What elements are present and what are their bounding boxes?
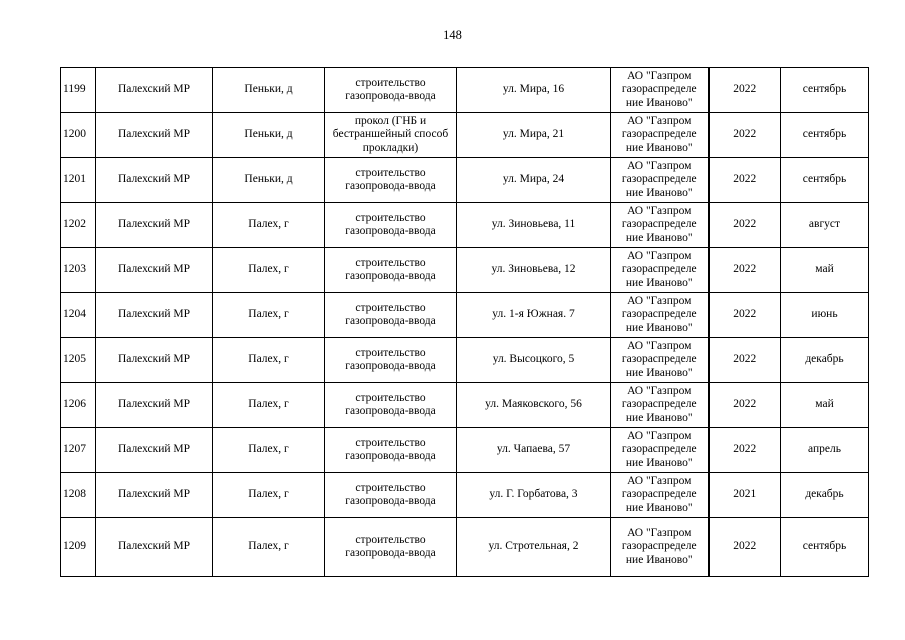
- month-cell: декабрь: [781, 338, 869, 383]
- table-row: [61, 473, 869, 518]
- district-cell: Палехский МР: [96, 203, 213, 248]
- year-cell: 2022: [709, 518, 781, 577]
- work-type-cell: строительство газопровода-ввода: [325, 473, 457, 518]
- locality-cell: Палех, г: [213, 428, 325, 473]
- work-type-cell: прокол (ГНБ и бестраншейный способ прокладки): [325, 113, 457, 158]
- district-cell: Палехский МР: [96, 158, 213, 203]
- organization-cell: АО "Газпром газораспределе ние Иваново": [611, 428, 709, 473]
- year-cell: 2022: [709, 68, 781, 113]
- locality-cell: Пеньки, д: [213, 113, 325, 158]
- row-number-cell: 1209: [61, 518, 96, 577]
- year-cell: 2022: [709, 113, 781, 158]
- month-cell: сентябрь: [781, 113, 869, 158]
- work-type-cell: строительство газопровода-ввода: [325, 518, 457, 577]
- address-cell: ул. Маяковского, 56: [457, 383, 611, 428]
- district-cell: Палехский МР: [96, 113, 213, 158]
- year-cell: 2022: [709, 293, 781, 338]
- work-type-cell: строительство газопровода-ввода: [325, 248, 457, 293]
- district-cell: Палехский МР: [96, 428, 213, 473]
- row-number-cell: 1200: [61, 113, 96, 158]
- organization-cell: АО "Газпром газораспределе ние Иваново": [611, 473, 709, 518]
- table-row: [61, 203, 869, 248]
- year-cell: 2022: [709, 428, 781, 473]
- address-cell: ул. Мира, 24: [457, 158, 611, 203]
- district-cell: Палехский МР: [96, 68, 213, 113]
- address-cell: ул. Высоцкого, 5: [457, 338, 611, 383]
- table-row: [61, 383, 869, 428]
- address-cell: ул. Зиновьева, 11: [457, 203, 611, 248]
- row-number-cell: 1203: [61, 248, 96, 293]
- year-cell: 2022: [709, 158, 781, 203]
- locality-cell: Палех, г: [213, 203, 325, 248]
- work-type-cell: строительство газопровода-ввода: [325, 338, 457, 383]
- locality-cell: Палех, г: [213, 293, 325, 338]
- address-cell: ул. Чапаева, 57: [457, 428, 611, 473]
- month-cell: май: [781, 248, 869, 293]
- address-cell: ул. Г. Горбатова, 3: [457, 473, 611, 518]
- table-row: [61, 518, 869, 577]
- district-cell: Палехский МР: [96, 338, 213, 383]
- month-cell: декабрь: [781, 473, 869, 518]
- locality-cell: Палех, г: [213, 338, 325, 383]
- locality-cell: Палех, г: [213, 383, 325, 428]
- table-row: [61, 113, 869, 158]
- work-type-cell: строительство газопровода-ввода: [325, 293, 457, 338]
- table-row: [61, 293, 869, 338]
- locality-cell: Пеньки, д: [213, 158, 325, 203]
- organization-cell: АО "Газпром газораспределе ние Иваново": [611, 383, 709, 428]
- organization-cell: АО "Газпром газораспределе ние Иваново": [611, 68, 709, 113]
- address-cell: ул. Мира, 21: [457, 113, 611, 158]
- table-row: [61, 338, 869, 383]
- organization-cell: АО "Газпром газораспределе ние Иваново": [611, 203, 709, 248]
- row-number-cell: 1206: [61, 383, 96, 428]
- year-cell: 2021: [709, 473, 781, 518]
- row-number-cell: 1208: [61, 473, 96, 518]
- month-cell: июнь: [781, 293, 869, 338]
- address-cell: ул. 1-я Южная. 7: [457, 293, 611, 338]
- work-type-cell: строительство газопровода-ввода: [325, 158, 457, 203]
- year-cell: 2022: [709, 383, 781, 428]
- row-number-cell: 1204: [61, 293, 96, 338]
- address-cell: ул. Стротельная, 2: [457, 518, 611, 577]
- month-cell: сентябрь: [781, 68, 869, 113]
- district-cell: Палехский МР: [96, 518, 213, 577]
- month-cell: август: [781, 203, 869, 248]
- row-number-cell: 1199: [61, 68, 96, 113]
- work-type-cell: строительство газопровода-ввода: [325, 203, 457, 248]
- table-row: [61, 158, 869, 203]
- work-type-cell: строительство газопровода-ввода: [325, 68, 457, 113]
- address-cell: ул. Мира, 16: [457, 68, 611, 113]
- month-cell: сентябрь: [781, 158, 869, 203]
- year-cell: 2022: [709, 248, 781, 293]
- district-cell: Палехский МР: [96, 383, 213, 428]
- month-cell: апрель: [781, 428, 869, 473]
- organization-cell: АО "Газпром газораспределе ние Иваново": [611, 248, 709, 293]
- row-number-cell: 1207: [61, 428, 96, 473]
- organization-cell: АО "Газпром газораспределе ние Иваново": [611, 113, 709, 158]
- page-number: 148: [443, 28, 462, 42]
- month-cell: май: [781, 383, 869, 428]
- table-row: [61, 68, 869, 113]
- table-row: [61, 248, 869, 293]
- table-row: [61, 428, 869, 473]
- gasification-table: [60, 67, 869, 577]
- locality-cell: Палех, г: [213, 518, 325, 577]
- row-number-cell: 1205: [61, 338, 96, 383]
- address-cell: ул. Зиновьева, 12: [457, 248, 611, 293]
- row-number-cell: 1202: [61, 203, 96, 248]
- district-cell: Палехский МР: [96, 473, 213, 518]
- month-cell: сентябрь: [781, 518, 869, 577]
- locality-cell: Палех, г: [213, 248, 325, 293]
- row-number-cell: 1201: [61, 158, 96, 203]
- organization-cell: АО "Газпром газораспределе ние Иваново": [611, 158, 709, 203]
- district-cell: Палехский МР: [96, 248, 213, 293]
- organization-cell: АО "Газпром газораспределе ние Иваново": [611, 338, 709, 383]
- year-cell: 2022: [709, 338, 781, 383]
- work-type-cell: строительство газопровода-ввода: [325, 428, 457, 473]
- locality-cell: Палех, г: [213, 473, 325, 518]
- locality-cell: Пеньки, д: [213, 68, 325, 113]
- organization-cell: АО "Газпром газораспределе ние Иваново": [611, 293, 709, 338]
- district-cell: Палехский МР: [96, 293, 213, 338]
- organization-cell: АО "Газпром газораспределе ние Иваново": [611, 518, 709, 577]
- year-cell: 2022: [709, 203, 781, 248]
- work-type-cell: строительство газопровода-ввода: [325, 383, 457, 428]
